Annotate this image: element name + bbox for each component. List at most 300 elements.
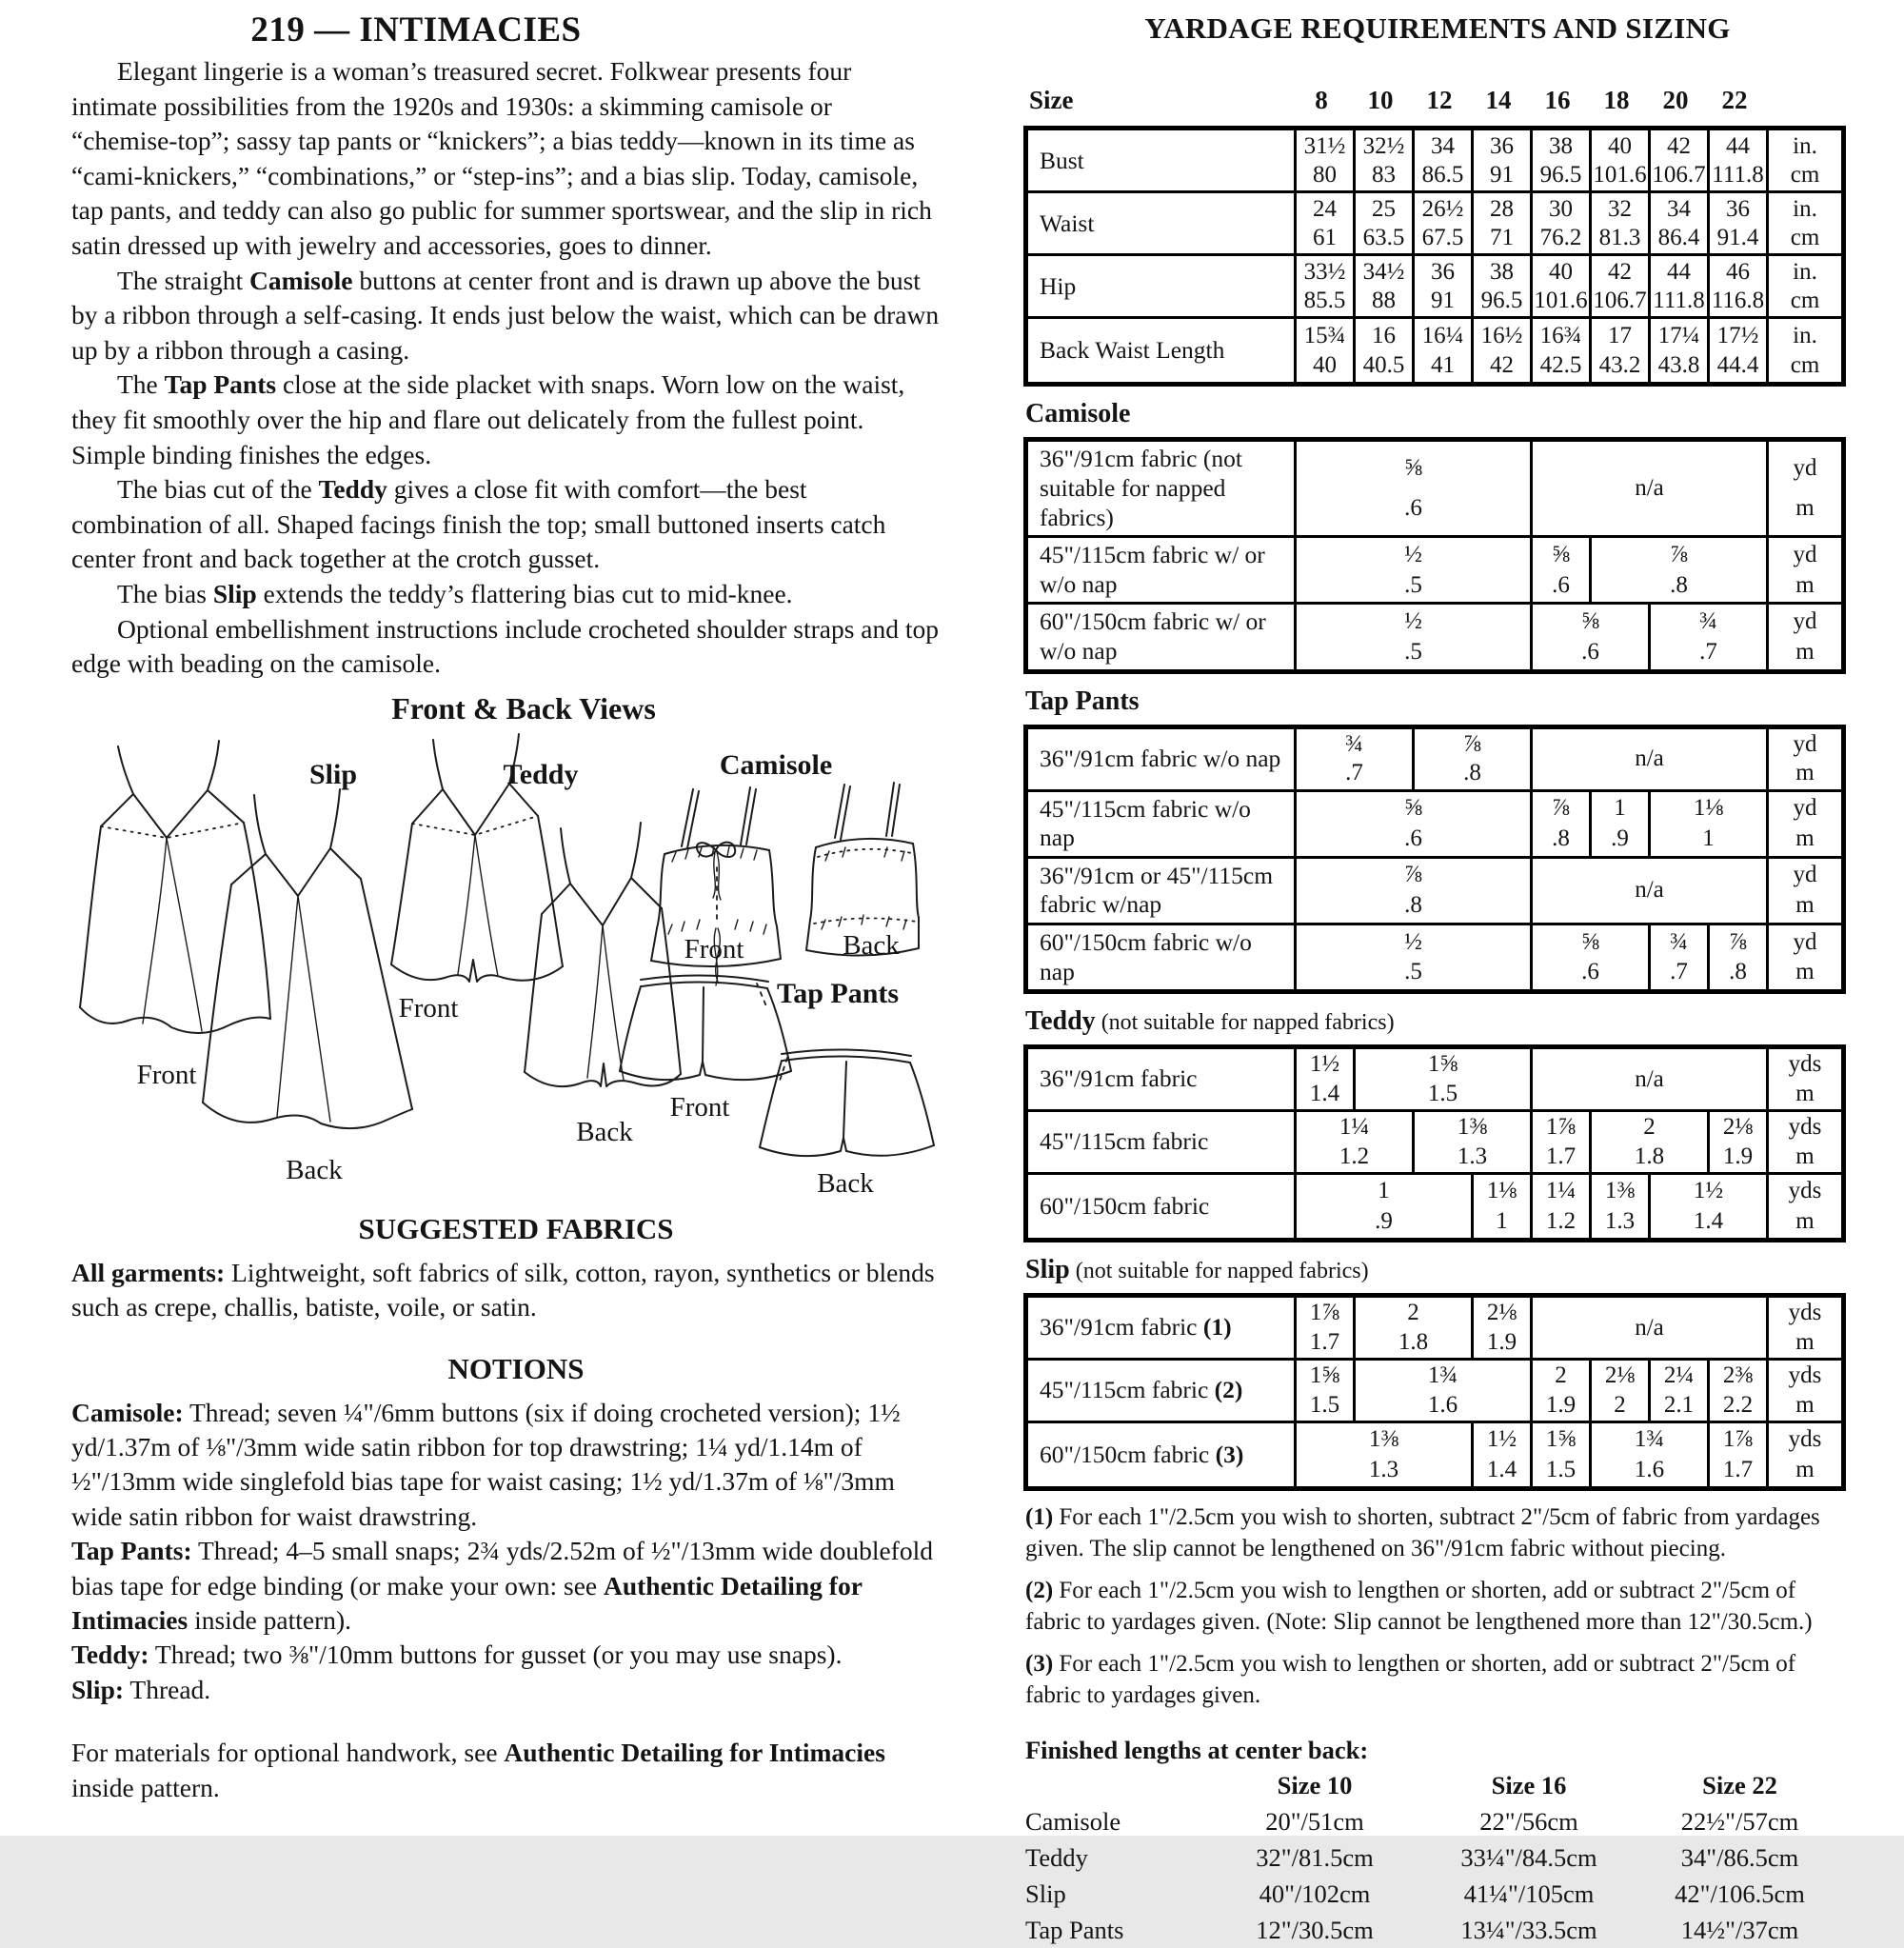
value-line: in. bbox=[1793, 132, 1817, 159]
value-line: ⅝ bbox=[1581, 928, 1599, 955]
measure-cell bbox=[1651, 193, 1710, 256]
value-line: 32 bbox=[1608, 195, 1632, 222]
value-line: 44 bbox=[1667, 258, 1691, 285]
value-line: ¾ bbox=[1670, 928, 1688, 955]
value-line: yd bbox=[1793, 862, 1817, 888]
value-line: .9 bbox=[1375, 1207, 1393, 1234]
text-segment: Lightweight, soft fabrics of silk, cotton, rayon, synthetics or blends such as crepe, challis, batiste, voile, or satin. bbox=[71, 1257, 935, 1322]
value-line: 1⅛ bbox=[1486, 1178, 1517, 1204]
value-line: yds bbox=[1788, 1426, 1822, 1453]
value-line: in. bbox=[1793, 322, 1817, 348]
yardage-title: YARDAGE REQUIREMENTS AND SIZING bbox=[1144, 11, 1731, 45]
value-line: 16½ bbox=[1480, 322, 1523, 348]
value-line: 1 bbox=[1702, 825, 1715, 851]
value-line: yd bbox=[1793, 730, 1817, 757]
value-line: 40 bbox=[1313, 352, 1337, 379]
yardage-cell bbox=[1356, 1049, 1533, 1112]
fabric-label: 45"/115cm fabric w/ or w/o nap bbox=[1028, 538, 1297, 605]
value-line: 2.2 bbox=[1722, 1391, 1754, 1418]
value-line: m bbox=[1795, 1328, 1815, 1355]
value-line: 43.2 bbox=[1598, 352, 1641, 379]
views-heading: Front & Back Views bbox=[391, 690, 656, 726]
slip-front-label: Front bbox=[136, 1059, 197, 1090]
value-line: 44 bbox=[1726, 132, 1750, 159]
value-line: 1.5 bbox=[1427, 1080, 1458, 1106]
value-line: 1⅝ bbox=[1309, 1362, 1340, 1389]
value-line: m bbox=[1795, 959, 1815, 985]
tap-pants-back-label: Back bbox=[817, 1167, 874, 1199]
measure-cell bbox=[1474, 193, 1533, 256]
text-segment: Thread. bbox=[124, 1674, 211, 1704]
text-segment: Tap Pants: bbox=[71, 1536, 192, 1566]
value-line: 25 bbox=[1372, 195, 1396, 222]
fabric-label: 36"/91cm fabric (1) bbox=[1028, 1298, 1297, 1361]
size-header-value bbox=[1646, 82, 1705, 118]
value-line: 38 bbox=[1490, 258, 1514, 285]
value-line: 12 bbox=[1426, 86, 1453, 115]
measure-cell bbox=[1297, 130, 1356, 193]
value-line: 32½ bbox=[1362, 132, 1405, 159]
value-line: 40 bbox=[1549, 258, 1573, 285]
value-line: 1⅛ bbox=[1693, 795, 1724, 822]
value-line: 41 bbox=[1431, 352, 1455, 379]
value-line: 17¼ bbox=[1657, 322, 1700, 348]
value-line: yd bbox=[1793, 455, 1817, 482]
value-line: 111.8 bbox=[1712, 162, 1764, 189]
value-line: Hip bbox=[1040, 271, 1077, 300]
yardage-cell bbox=[1297, 1361, 1356, 1423]
text-segment: Thread; two ⅜"/10mm buttons for gusset (or you may use snaps). bbox=[149, 1640, 843, 1670]
value-line: 2¼ bbox=[1663, 1362, 1695, 1389]
garment-table-title: Teddy (not suitable for napped fabrics) bbox=[1025, 1006, 1395, 1037]
yardage-cell bbox=[1710, 1112, 1769, 1175]
value-line: yds bbox=[1788, 1114, 1822, 1141]
value-line: ⅝ bbox=[1581, 608, 1599, 635]
value-line: m bbox=[1795, 1080, 1815, 1106]
measure-cell bbox=[1592, 130, 1651, 193]
size-header-value bbox=[1469, 82, 1528, 118]
measure-cell bbox=[1415, 193, 1474, 256]
value-line: 1.5 bbox=[1309, 1391, 1340, 1418]
unit-cell bbox=[1769, 1049, 1841, 1112]
footnote: (2) For each 1"/2.5cm you wish to lengthen or shorten, add or subtract 2"/5cm of fabric to yardages given. (Note: Slip cannot be lengthened more than 12"/30.5cm.) bbox=[1025, 1578, 1813, 1636]
value-line: 1.3 bbox=[1604, 1207, 1636, 1234]
camisole-paragraph bbox=[71, 264, 942, 368]
measure-label bbox=[1028, 256, 1297, 319]
value-line: m bbox=[1795, 1143, 1815, 1169]
value-line: Size bbox=[1029, 86, 1074, 114]
size-header-value bbox=[1351, 82, 1410, 118]
finished-row-label: Tap Pants bbox=[1025, 1916, 1124, 1945]
size-header-value bbox=[1292, 82, 1351, 118]
value-line: yds bbox=[1788, 1362, 1822, 1389]
finished-value: 32"/81.5cm bbox=[1256, 1843, 1374, 1873]
yardage-cell bbox=[1651, 925, 1710, 989]
finished-value: 41¼"/105cm bbox=[1463, 1879, 1595, 1909]
intro-paragraph bbox=[71, 54, 942, 264]
tap-pants-paragraph bbox=[71, 368, 942, 472]
notion-teddy bbox=[71, 1638, 942, 1672]
finished-value: 22½"/57cm bbox=[1680, 1807, 1799, 1837]
value-line: 1⅜ bbox=[1368, 1426, 1399, 1453]
value-line: 1.2 bbox=[1339, 1143, 1370, 1169]
size-header-row bbox=[1023, 82, 1836, 118]
yardage-cell bbox=[1592, 1423, 1710, 1486]
unit-cell bbox=[1769, 1175, 1841, 1238]
value-line: 96.5 bbox=[1480, 288, 1523, 314]
value-line: 1.3 bbox=[1368, 1456, 1399, 1482]
value-line: m bbox=[1795, 1391, 1815, 1418]
yardage-cell bbox=[1592, 1112, 1710, 1175]
value-line: 17 bbox=[1608, 322, 1632, 348]
measure-label bbox=[1028, 193, 1297, 256]
unit-cell bbox=[1769, 1112, 1841, 1175]
value-line: ½ bbox=[1404, 928, 1422, 955]
unit-cell bbox=[1769, 925, 1841, 989]
yardage-cell bbox=[1592, 792, 1651, 859]
value-line: .7 bbox=[1699, 638, 1717, 665]
value-line: 36 bbox=[1431, 258, 1455, 285]
size-header-spacer bbox=[1764, 82, 1836, 118]
text-segment: inside pattern. bbox=[71, 1772, 220, 1802]
value-line: 1 bbox=[1378, 1178, 1390, 1204]
value-line: 1⅜ bbox=[1457, 1114, 1488, 1141]
measure-cell bbox=[1710, 193, 1769, 256]
measure-cell bbox=[1710, 319, 1769, 382]
measure-cell bbox=[1592, 319, 1651, 382]
value-line: 2⅛ bbox=[1486, 1300, 1517, 1326]
garment-table-slip bbox=[1023, 1293, 1846, 1491]
yardage-cell bbox=[1533, 729, 1769, 792]
value-line: 43.8 bbox=[1657, 352, 1700, 379]
footnote: (3) For each 1"/2.5cm you wish to lengthen or shorten, add or subtract 2"/5cm of fabric to yardages given. bbox=[1025, 1651, 1796, 1709]
page-title: 219 — INTIMACIES bbox=[250, 10, 582, 50]
unit-cell bbox=[1769, 859, 1841, 925]
left-column bbox=[71, 0, 942, 1805]
yardage-cell bbox=[1651, 792, 1769, 859]
notions-footer bbox=[71, 1736, 942, 1805]
garment-tables bbox=[1023, 399, 1852, 1491]
value-line: .6 bbox=[1581, 959, 1599, 985]
notion-slip bbox=[71, 1673, 942, 1707]
finished-value: 42"/106.5cm bbox=[1675, 1879, 1805, 1909]
tap-pants-label: Tap Pants bbox=[776, 977, 900, 1009]
measure-cell bbox=[1533, 193, 1592, 256]
value-line: 2⅜ bbox=[1722, 1362, 1754, 1389]
value-line: 22 bbox=[1721, 86, 1748, 115]
value-line: 2⅛ bbox=[1722, 1114, 1754, 1141]
finished-value: 40"/102cm bbox=[1259, 1879, 1371, 1909]
finished-column-header: Size 10 bbox=[1277, 1771, 1353, 1800]
teddy-paragraph bbox=[71, 472, 942, 577]
yardage-cell bbox=[1533, 1361, 1592, 1423]
value-line: 1¾ bbox=[1427, 1362, 1458, 1389]
slip-label: Slip bbox=[308, 758, 358, 790]
measure-cell bbox=[1356, 319, 1415, 382]
text-segment: buttons at center front and is drawn up above the bust by a ribbon through a self-casing. It ends just below the waist, which can be drawn up by a ribbon through a casing. bbox=[71, 265, 940, 365]
value-line: 42 bbox=[1608, 258, 1632, 285]
measure-cell bbox=[1356, 193, 1415, 256]
fabric-label: 36"/91cm fabric w/o nap bbox=[1028, 729, 1297, 792]
value-line: yds bbox=[1788, 1051, 1822, 1078]
tap-pants-back-drawing bbox=[755, 1041, 936, 1169]
yardage-cell bbox=[1533, 1049, 1769, 1112]
value-line: n/a bbox=[1635, 475, 1664, 502]
yardage-cell bbox=[1533, 1175, 1592, 1238]
value-line: cm bbox=[1790, 288, 1820, 314]
fabric-label: 60"/150cm fabric bbox=[1028, 1175, 1297, 1238]
value-line: ⅞ bbox=[1729, 928, 1747, 955]
yardage-cell bbox=[1297, 729, 1415, 792]
finished-column-header: Size 22 bbox=[1702, 1771, 1777, 1800]
value-line: 38 bbox=[1549, 132, 1573, 159]
value-line: in. bbox=[1793, 195, 1817, 222]
measure-cell bbox=[1415, 319, 1474, 382]
value-line: 91 bbox=[1431, 288, 1455, 314]
fabric-label: 60"/150cm fabric w/ or w/o nap bbox=[1028, 605, 1297, 668]
text-segment: Authentic Detailing for Intimacies bbox=[71, 1570, 863, 1635]
value-line: m bbox=[1795, 892, 1815, 919]
fabric-label: 45"/115cm fabric (2) bbox=[1028, 1361, 1297, 1423]
yardage-cell bbox=[1297, 442, 1533, 538]
value-line: 1.7 bbox=[1722, 1456, 1754, 1482]
value-line: 34½ bbox=[1362, 258, 1405, 285]
value-line: 42 bbox=[1667, 132, 1691, 159]
unit-cell bbox=[1769, 319, 1841, 382]
yardage-cell bbox=[1651, 1175, 1769, 1238]
value-line: ¾ bbox=[1699, 608, 1717, 635]
teddy-front-label: Front bbox=[398, 992, 459, 1024]
value-line: yd bbox=[1793, 928, 1817, 955]
yardage-cell bbox=[1297, 538, 1533, 605]
text-segment: Optional embellishment instructions include crocheted shoulder straps and top edge with beading on the camisole. bbox=[71, 613, 940, 679]
yardage-cell bbox=[1474, 1298, 1533, 1361]
measure-cell bbox=[1651, 130, 1710, 193]
value-line: 44.4 bbox=[1716, 352, 1759, 379]
value-line: 1¾ bbox=[1634, 1426, 1665, 1453]
value-line: 1⅜ bbox=[1604, 1178, 1636, 1204]
value-line: .8 bbox=[1463, 760, 1481, 786]
notions-heading: NOTIONS bbox=[447, 1351, 585, 1385]
yardage-cell bbox=[1356, 1298, 1474, 1361]
value-line: 1½ bbox=[1486, 1426, 1517, 1453]
value-line: 2 bbox=[1555, 1362, 1567, 1389]
value-line: ⅝ bbox=[1404, 795, 1422, 822]
text-segment: close at the side placket with snaps. Worn low on the waist, they fit smoothly over the hip and flare out delicately from the fullest point. Simple binding finishes the edges. bbox=[71, 369, 905, 469]
value-line: 8 bbox=[1315, 86, 1328, 115]
finished-row-label: Teddy bbox=[1025, 1843, 1088, 1873]
measure-cell bbox=[1474, 319, 1533, 382]
value-line: ⅞ bbox=[1404, 862, 1422, 888]
sizing-table bbox=[1023, 126, 1846, 387]
value-line: 1¼ bbox=[1339, 1114, 1370, 1141]
value-line: 16 bbox=[1544, 86, 1571, 115]
yardage-cell bbox=[1533, 792, 1592, 859]
text-segment: Thread; seven ¼"/6mm buttons (six if doing crocheted version); 1½ yd/1.37m of ⅛"/3mm wide satin ribbon for top drawstring; 1¼ yd/1.14m of ½"/13mm wide singlefold bias tape for waist casing; 1½ yd/1.37m of ⅛"/3mm wide satin ribbon for waist drawstring. bbox=[71, 1397, 901, 1531]
yardage-cell bbox=[1356, 1361, 1533, 1423]
measure-cell bbox=[1592, 256, 1651, 319]
value-line: m bbox=[1795, 1207, 1815, 1234]
value-line: .6 bbox=[1404, 825, 1422, 851]
finished-lengths-table bbox=[1023, 1767, 1852, 1948]
value-line: n/a bbox=[1635, 877, 1664, 904]
value-line: 10 bbox=[1367, 86, 1394, 115]
value-line: 1.9 bbox=[1722, 1143, 1754, 1169]
value-line: m bbox=[1795, 825, 1815, 851]
camisole-label: Camisole bbox=[719, 748, 833, 781]
value-line: 91.4 bbox=[1716, 225, 1759, 251]
value-line: 2 bbox=[1407, 1300, 1419, 1326]
value-line: ¾ bbox=[1345, 730, 1363, 757]
value-line: cm bbox=[1790, 352, 1820, 379]
text-segment: Teddy bbox=[318, 474, 387, 505]
value-line: 1¼ bbox=[1545, 1178, 1577, 1204]
value-line: 1.9 bbox=[1486, 1328, 1517, 1355]
size-header-label bbox=[1023, 82, 1292, 118]
yardage-cell bbox=[1533, 1298, 1769, 1361]
value-line: 83 bbox=[1372, 162, 1396, 189]
fabric-label: 60"/150cm fabric w/o nap bbox=[1028, 925, 1297, 989]
size-header-value bbox=[1528, 82, 1587, 118]
value-line: 1.2 bbox=[1545, 1207, 1577, 1234]
value-line: 1.9 bbox=[1545, 1391, 1577, 1418]
value-line: .6 bbox=[1404, 495, 1422, 522]
value-line: 16¼ bbox=[1421, 322, 1464, 348]
text-segment: The bbox=[117, 369, 165, 400]
value-line: 80 bbox=[1313, 162, 1337, 189]
value-line: 36 bbox=[1490, 132, 1514, 159]
yardage-cell bbox=[1533, 1423, 1592, 1486]
finished-row-label: Camisole bbox=[1025, 1807, 1121, 1837]
value-line: 14 bbox=[1485, 86, 1512, 115]
unit-cell bbox=[1769, 729, 1841, 792]
value-line: ⅝ bbox=[1552, 541, 1570, 567]
value-line: 16¾ bbox=[1539, 322, 1582, 348]
text-segment: extends the teddy’s flattering bias cut to mid-knee. bbox=[256, 578, 793, 608]
size-header-value bbox=[1410, 82, 1469, 118]
yardage-cell bbox=[1533, 1112, 1592, 1175]
unit-cell bbox=[1769, 256, 1841, 319]
text-segment: gives a close fit with comfort—the best combination of all. Shaped facings finish the top; small buttoned inserts catch center front and back together at the crotch gusset. bbox=[71, 474, 886, 574]
value-line: 1.5 bbox=[1545, 1456, 1577, 1482]
yardage-cell bbox=[1651, 1361, 1710, 1423]
value-line: 2⅛ bbox=[1604, 1362, 1636, 1389]
teddy-label: Teddy bbox=[503, 758, 579, 790]
value-line: 81.3 bbox=[1598, 225, 1641, 251]
unit-cell bbox=[1769, 130, 1841, 193]
yardage-cell bbox=[1533, 605, 1651, 668]
value-line: .8 bbox=[1670, 571, 1688, 598]
footnotes bbox=[1023, 1501, 1852, 1711]
value-line: 2 bbox=[1643, 1114, 1656, 1141]
value-line: 1.4 bbox=[1693, 1207, 1724, 1234]
value-line: .7 bbox=[1345, 760, 1363, 786]
teddy-back-label: Back bbox=[576, 1116, 633, 1147]
unit-cell bbox=[1769, 1298, 1841, 1361]
value-line: 40 bbox=[1608, 132, 1632, 159]
finished-value: 20"/51cm bbox=[1265, 1807, 1364, 1837]
value-line: 1.6 bbox=[1427, 1391, 1458, 1418]
text-segment: For materials for optional handwork, see bbox=[71, 1738, 505, 1768]
yardage-cell bbox=[1710, 1361, 1769, 1423]
value-line: cm bbox=[1790, 162, 1820, 189]
yardage-cell bbox=[1297, 925, 1533, 989]
value-line: 46 bbox=[1726, 258, 1750, 285]
text-segment: The bias bbox=[117, 578, 213, 608]
value-line: 1.4 bbox=[1486, 1456, 1517, 1482]
measure-cell bbox=[1356, 256, 1415, 319]
value-line: 1.4 bbox=[1309, 1080, 1340, 1106]
suggested-fabrics-heading: SUGGESTED FABRICS bbox=[358, 1211, 674, 1245]
right-column bbox=[1023, 0, 1852, 1948]
value-line: 30 bbox=[1549, 195, 1573, 222]
value-line: yd bbox=[1793, 608, 1817, 635]
yardage-cell bbox=[1297, 1112, 1415, 1175]
garment-table-camisole bbox=[1023, 437, 1846, 673]
text-segment: All garments: bbox=[71, 1257, 226, 1287]
yardage-cell bbox=[1297, 859, 1533, 925]
value-line: 1.7 bbox=[1545, 1143, 1577, 1169]
value-line: 1⅞ bbox=[1722, 1426, 1754, 1453]
fabric-label: 45"/115cm fabric w/o nap bbox=[1028, 792, 1297, 859]
value-line: yd bbox=[1793, 795, 1817, 822]
text-segment: inside pattern). bbox=[188, 1604, 352, 1635]
text-segment: Elegant lingerie is a woman’s treasured secret. Folkwear presents four intimate possibilities from the 1920s and 1930s: a skimming camisole or “chemise-top”; sassy tap pants or “knickers”; a bias teddy—known in its time as “cami-knickers,” “combinations,” or “step-ins”; and a bias slip. Today, camisole, tap pants, and teddy can also go public for summer sportswear, and the slip in rich satin dressed up with jewelry and accessories, goes to dinner. bbox=[71, 56, 932, 260]
text-segment: Thread; 4–5 small snaps; 2¾ yds/2.52m of ½"/13mm wide doublefold bias tape for edge binding (or make your own: see bbox=[71, 1536, 933, 1600]
measure-cell bbox=[1415, 130, 1474, 193]
value-line: m bbox=[1795, 495, 1815, 522]
unit-cell bbox=[1769, 1423, 1841, 1486]
value-line: 106.7 bbox=[1652, 162, 1706, 189]
value-line: 96.5 bbox=[1539, 162, 1582, 189]
value-line: 17½ bbox=[1716, 322, 1759, 348]
finished-value: 13¼"/33.5cm bbox=[1460, 1916, 1597, 1945]
value-line: .5 bbox=[1404, 638, 1422, 665]
measure-cell bbox=[1533, 130, 1592, 193]
value-line: 86.4 bbox=[1657, 225, 1700, 251]
unit-cell bbox=[1769, 193, 1841, 256]
camisole-front-label: Front bbox=[684, 933, 744, 964]
fabric-label: 36"/91cm fabric (not suitable for napped fabrics) bbox=[1028, 442, 1297, 538]
value-line: 1.6 bbox=[1634, 1456, 1665, 1482]
value-line: 71 bbox=[1490, 225, 1514, 251]
finished-value: 12"/30.5cm bbox=[1256, 1916, 1374, 1945]
yardage-cell bbox=[1533, 925, 1651, 989]
yardage-cell bbox=[1651, 605, 1769, 668]
fabric-label: 36"/91cm or 45"/115cm fabric w/nap bbox=[1028, 859, 1297, 925]
value-line: ½ bbox=[1404, 541, 1422, 567]
measure-cell bbox=[1474, 130, 1533, 193]
value-line: ⅞ bbox=[1463, 730, 1481, 757]
text-segment: The bias cut of the bbox=[117, 474, 319, 505]
value-line: ½ bbox=[1404, 608, 1422, 635]
yardage-cell bbox=[1297, 1298, 1356, 1361]
unit-cell bbox=[1769, 538, 1841, 605]
value-line: m bbox=[1795, 760, 1815, 786]
yardage-cell bbox=[1297, 792, 1533, 859]
value-line: 1.3 bbox=[1457, 1143, 1488, 1169]
value-line: in. bbox=[1793, 258, 1817, 285]
finished-value: 34"/86.5cm bbox=[1680, 1843, 1799, 1873]
value-line: ⅞ bbox=[1552, 795, 1570, 822]
value-line: m bbox=[1795, 571, 1815, 598]
value-line: 1.8 bbox=[1634, 1143, 1665, 1169]
value-line: .6 bbox=[1552, 571, 1570, 598]
measure-label bbox=[1028, 130, 1297, 193]
value-line: 67.5 bbox=[1421, 225, 1464, 251]
text-segment: Camisole: bbox=[71, 1397, 184, 1427]
value-line: m bbox=[1795, 638, 1815, 665]
